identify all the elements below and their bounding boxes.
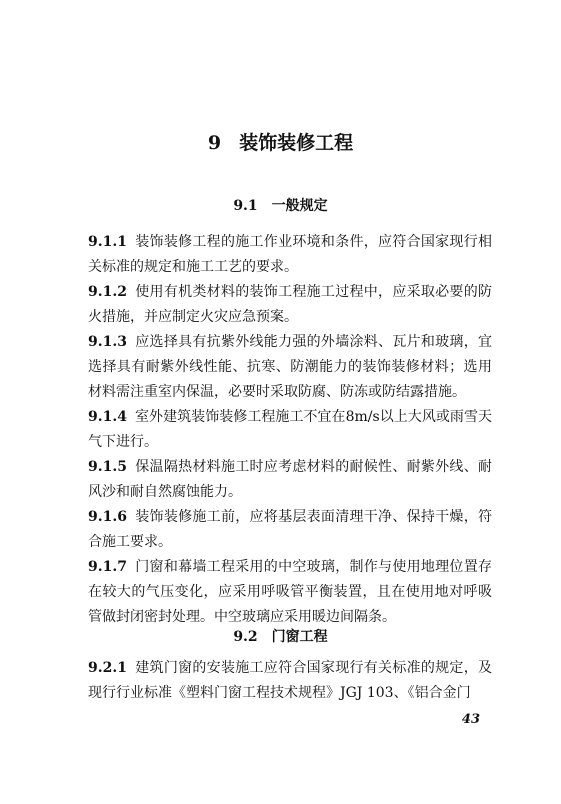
clause-9-1-4 bbox=[88, 405, 492, 455]
clause-number: 9.1.3 bbox=[88, 334, 127, 350]
clause-number: 9.1.7 bbox=[88, 559, 127, 575]
section-number: 9.1 bbox=[233, 198, 258, 214]
clause-9-1-6 bbox=[88, 505, 492, 555]
chapter-title-text: 装饰装修工程 bbox=[239, 132, 354, 154]
clause-text: 门窗和幕墙工程采用的中空玻璃，制作与使用地理位置存在较大的气压变化，应采用呼吸管平衡装置，且在使用地对呼吸管做封闭密封处理。中空玻璃应采用暖边间隔条。 bbox=[88, 559, 492, 625]
clause-text: 保温隔热材料施工时应考虑材料的耐候性、耐紫外线、耐风沙和耐自然腐蚀能力。 bbox=[88, 459, 492, 500]
clause-9-2-1 bbox=[88, 656, 492, 706]
clause-9-1-2 bbox=[88, 280, 492, 330]
clause-text: 应选择具有抗紫外线能力强的外墙涂料、瓦片和玻璃，宜选择具有耐紫外线性能、抗寒、防潮能力的装饰装修材料；选用材料需注重室内保温，必要时采取防腐、防冻或防结露措施。 bbox=[88, 334, 492, 400]
clause-number: 9.2.1 bbox=[88, 660, 127, 676]
clause-text: 建筑门窗的安装施工应符合国家现行有关标准的规定，及现行行业标准《塑料门窗工程技术规程》JGJ 103、《铝合金门 bbox=[88, 660, 492, 701]
clause-9-1-7 bbox=[88, 555, 492, 630]
section-body-9-1 bbox=[88, 230, 492, 630]
clause-number: 9.1.6 bbox=[88, 509, 127, 525]
section-heading-9-2 bbox=[0, 626, 561, 646]
clause-number: 9.1.1 bbox=[88, 234, 127, 250]
clause-text: 装饰装修工程的施工作业环境和条件，应符合国家现行相关标准的规定和施工工艺的要求。 bbox=[88, 234, 492, 275]
clause-9-1-5 bbox=[88, 455, 492, 505]
section-body-9-2 bbox=[88, 656, 492, 706]
clause-text: 装饰装修施工前，应将基层表面清理干净、保持干燥，符合施工要求。 bbox=[88, 509, 492, 550]
clause-number: 9.1.4 bbox=[88, 409, 127, 425]
clause-text: 室外建筑装饰装修工程施工不宜在8m/s以上大风或雨雪天气下进行。 bbox=[88, 409, 492, 450]
clause-number: 9.1.5 bbox=[88, 459, 127, 475]
section-title-text: 门窗工程 bbox=[271, 629, 328, 645]
clause-text: 使用有机类材料的装饰工程施工过程中，应采取必要的防火措施，并应制定火灾应急预案。 bbox=[88, 284, 492, 325]
clause-9-1-3 bbox=[88, 330, 492, 405]
clause-9-1-1 bbox=[88, 230, 492, 280]
section-number: 9.2 bbox=[233, 629, 258, 645]
section-title-text: 一般规定 bbox=[271, 198, 328, 214]
chapter-number: 9 bbox=[207, 132, 222, 154]
page-number: 43 bbox=[461, 712, 480, 727]
section-heading-9-1 bbox=[0, 195, 561, 215]
clause-number: 9.1.2 bbox=[88, 284, 127, 300]
chapter-title bbox=[0, 128, 561, 155]
